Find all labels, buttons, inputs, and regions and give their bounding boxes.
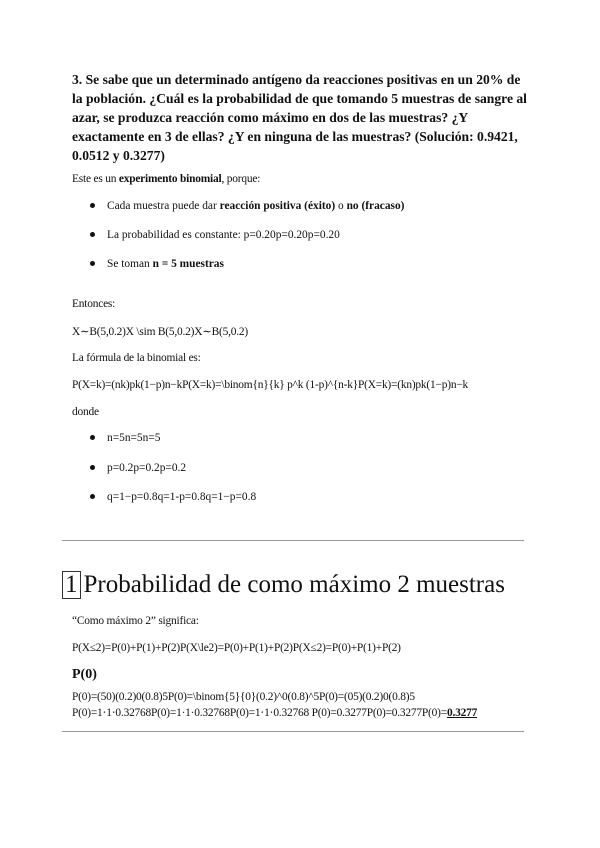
bullet-dot <box>90 465 95 470</box>
p0-line-1: P(0)=(50)(0.2)0(0.8)5P(0)=\binom{5}{0}(0.2)^0(0.8)^5P(0)=(05)(0.2)0(0.8)5 <box>72 691 415 703</box>
section-heading <box>62 569 505 601</box>
question-text: 3. Se sabe que un determinado antígeno da reacciones positivas en un 20% de la población. ¿Cuál es la probabilidad de que tomando 5 muestras de sangre al azar, se produzca reacción como máximo en dos de las muestras? ¿Y exactamente en 3 de ellas? ¿Y en ninguna de las muestras? (Solución: 0.9421, 0.0512 y 0.3277) <box>72 72 527 163</box>
section-title: Probabilidad de como máximo 2 muestras <box>83 571 505 598</box>
param-text: q=1−p=0.8q=1-p=0.8q=1−p=0.8 <box>107 491 257 503</box>
donde-text: donde <box>72 406 99 418</box>
reason-text: Cada muestra puede dar <box>107 200 220 212</box>
param-text: n=5n=5n=5 <box>107 432 161 444</box>
bullet-dot <box>90 232 95 237</box>
param-item-n <box>90 431 160 445</box>
reason-text: La probabilidad es constante: p=0.20p=0.20p=0.20 <box>107 229 340 241</box>
p0-line-2-text: P(0)=1⋅1⋅0.32768P(0)=1·1·0.32768P(0)=1⋅1⋅0.32768 P(0)=0.3277P(0)=0.3277P(0)= <box>72 707 447 719</box>
distribution-formula: X∼B(5,0.2)X \sim B(5,0.2)X∼B(5,0.2) <box>72 326 248 338</box>
reason-text: Se toman <box>107 258 153 270</box>
reason-bold: reacción positiva (éxito) <box>219 200 336 212</box>
bullet-dot <box>90 261 95 266</box>
meaning-text: “Como máximo 2” significa: <box>72 615 199 627</box>
intro-bold: experimento binomial <box>118 173 222 185</box>
binomial-formula: P(X=k)=(nk)pk(1−p)n−kP(X=k)=\binom{n}{k} p^k (1-p)^{n-k}P(X=k)=(kn)pk(1−p)n−k <box>72 379 469 391</box>
reason-text: o <box>335 200 347 212</box>
entonces-text: Entonces: <box>72 298 116 310</box>
intro-text-after: , porque: <box>221 173 261 185</box>
bullet-dot <box>90 494 95 499</box>
bullet-dot <box>90 435 95 440</box>
param-item-q <box>90 490 256 504</box>
sum-formula: P(X≤2)=P(0)+P(1)+P(2)P(X\le2)=P(0)+P(1)+P(2)P(X≤2)=P(0)+P(1)+P(2) <box>72 642 401 654</box>
p0-result: 0.3277 <box>446 707 478 719</box>
formula-label: La fórmula de la binomial es: <box>72 352 201 364</box>
divider <box>62 731 524 732</box>
p0-heading: P(0) <box>72 667 97 682</box>
param-item-p <box>90 461 186 475</box>
p0-line-2 <box>72 706 477 720</box>
bullet-dot <box>90 203 95 208</box>
reason-item-2 <box>90 228 340 242</box>
intro-paragraph <box>72 172 260 186</box>
reason-bold: no (fracaso) <box>346 200 405 212</box>
intro-text: Este es un <box>72 173 119 185</box>
param-text: p=0.2p=0.2p=0.2 <box>107 462 187 474</box>
section-number: 1 <box>62 571 81 599</box>
divider <box>62 540 524 541</box>
reason-item-3 <box>90 257 224 271</box>
reason-bold: n = 5 muestras <box>152 258 224 270</box>
reason-item-1 <box>90 199 404 213</box>
